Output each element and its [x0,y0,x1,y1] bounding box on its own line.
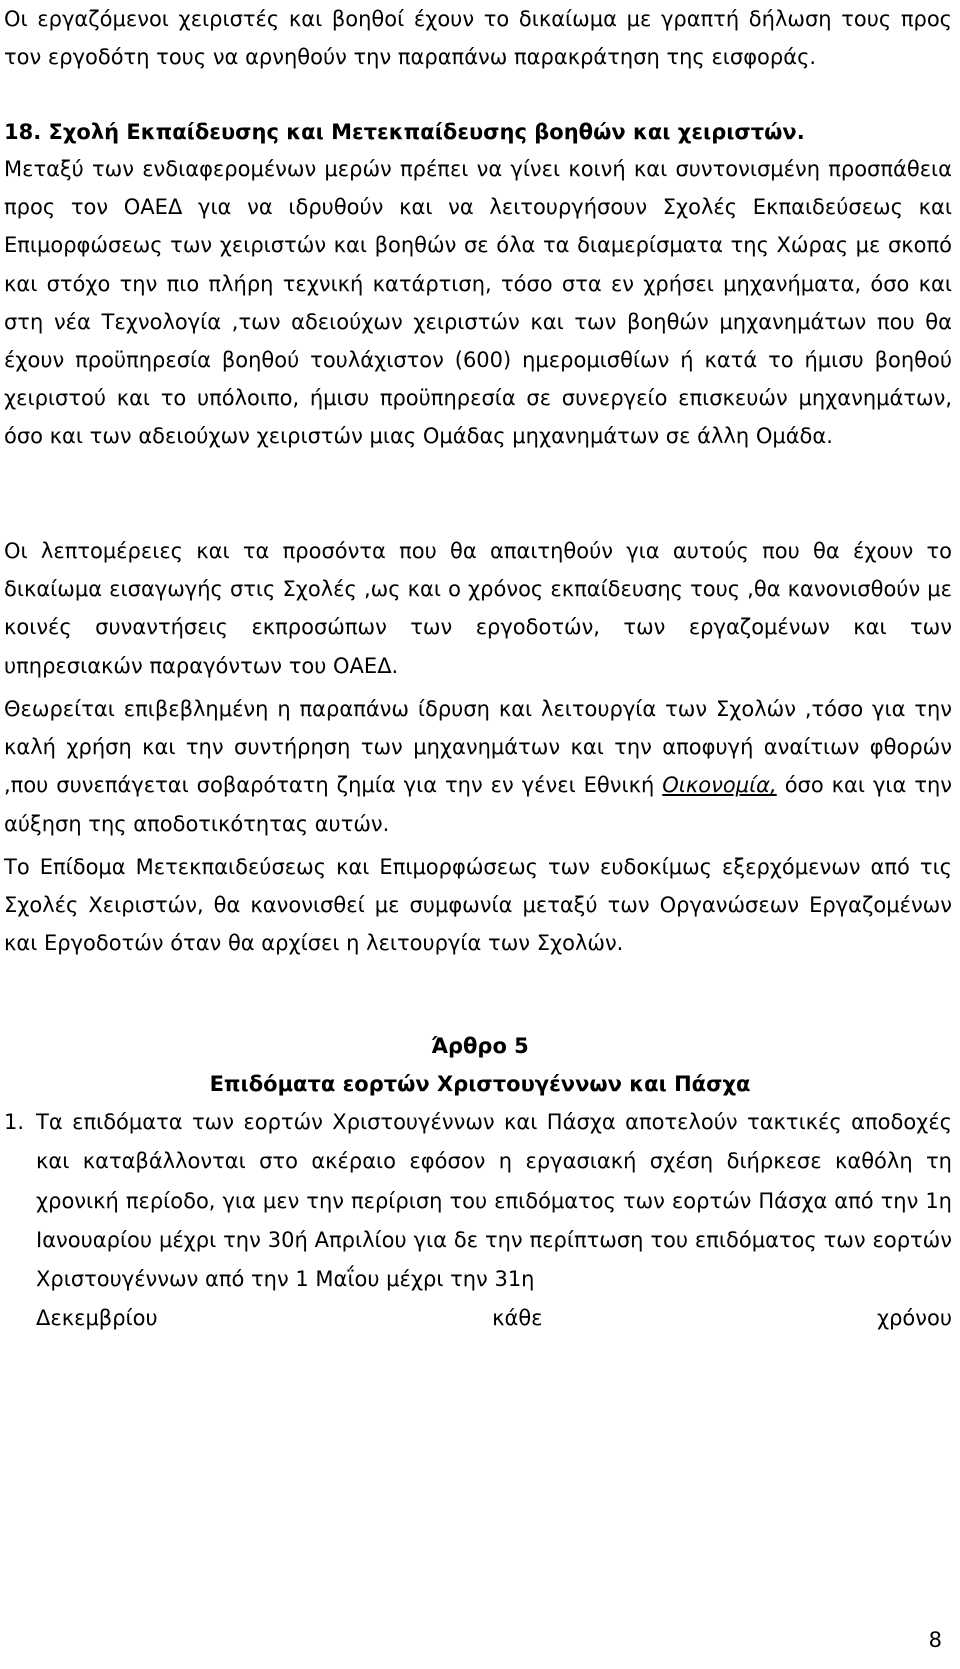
section-18-paragraph-2: Οι λεπτομέρειες και τα προσόντα που θα απαιτηθούν για αυτούς που θα έχουν το δικαίωμα εισαγωγής στις Σχολές ,ως και ο χρόνος εκπαίδευσης τους ,θα κανονισθούν με κοινές συναντήσεις εκπροσώπων των εργοδοτών, των εργαζομένων και των υπηρεσιακών παραγόντων του ΟΑΕΔ. [4,539,952,678]
article-title: Επιδόματα εορτών Χριστουγέννων και Πάσχα [209,1072,751,1096]
item-last-word-1: Δεκεμβρίου [36,1306,158,1331]
paragraph-3-text-end: όσο και για την αύξηση της αποδοτικότητας αυτών. [4,773,952,836]
item-last-word-2: κάθε [492,1306,543,1331]
item-text: Τα επιδόματα των εορτών Χριστουγέννων και Πάσχα αποτελούν τακτικές αποδοχές και καταβάλλονται στο ακέραιο εφόσον η εργασιακή σχέση διήρκεσε καθόλη τη χρονική περίοδο, για μεν την περίριση του επιδόματος των εορτών Πάσχα από την 1η Ιανουαρίου μέχρι την 30ή Απριλίου για δε την περίπτωση του επιδόματος των εορτών Χριστουγέννων από την 1 Μαΐου μέχρι την 31η [36,1110,952,1292]
paragraph-3-text-start: Θεωρείται επιβεβλημένη η παραπάνω ίδρυση και λειτουργία των Σχολών ,τόσο για την καλή χρήση και την συντήρηση των μηχανημάτων και την αποφυγή αναίτιων φθορών ,που συνεπάγεται σοβαρότατη ζημία για την εν γένει Εθνική [4,697,952,798]
item-last-word-3: χρόνου [876,1306,952,1331]
article-5-item-1 [4,1103,952,1339]
page-number: 8 [928,1628,942,1652]
item-number: 1. [4,1110,25,1134]
article-number: Άρθρο 5 [431,1034,529,1058]
section-18-paragraph-1: Μεταξύ των ενδιαφερομένων μερών πρέπει να γίνει κοινή και συντονισμένη προσπάθεια προς τον ΟΑΕΔ για να ιδρυθούν και να λειτουργήσουν Σχολές Εκπαιδεύσεως και Επιμορφώσεως των χειριστών και βοηθών σε όλα τα διαμερίσματα της Χώρας με σκοπό και στόχο την πιο πλήρη τεχνική κατάρτιση, τόσο στα εν χρήσει μηχανήματα, όσο και στη νέα Τεχνολογία ,των αδειούχων χειριστών και των βοηθών μηχανημάτων που θα έχουν προϋπηρεσία βοηθού τουλάχιστον (600) ημερομισθίων ή κατά το ήμισυ βοηθού χειριστού και το υπόλοιπο, ήμισυ προϋπηρεσία σε συνεργείο επισκευών μηχανημάτων, όσο και των αδειούχων χειριστών μιας Ομάδας μηχανημάτων σε άλλη Ομάδα. [4,157,952,449]
item-last-line [36,1299,952,1338]
section-18-heading: 18. Σχολή Εκπαίδευσης και Μετεκπαίδευσης βοηθών και χειριστών. [4,120,805,144]
paragraph-3-emphasis: Οικονομία, [662,773,777,798]
section-18-paragraph-3 [4,690,952,843]
section-18-paragraph-4: Το Επίδομα Μετεκπαιδεύσεως και Επιμορφώσεως των ευδοκίμως εξερχόμενων από τις Σχολές Χειριστών, θα κανονισθεί με συμφωνία μεταξύ των Οργανώσεων Εργαζομένων και Εργοδοτών όταν θα αρχίσει η λειτουργία των Σχολών. [4,855,952,956]
intro-paragraph: Οι εργαζόμενοι χειριστές και βοηθοί έχουν το δικαίωμα με γραπτή δήλωση τους προς τον εργοδότη τους να αρνηθούν την παραπάνω παρακράτηση της εισφοράς. [4,7,952,70]
